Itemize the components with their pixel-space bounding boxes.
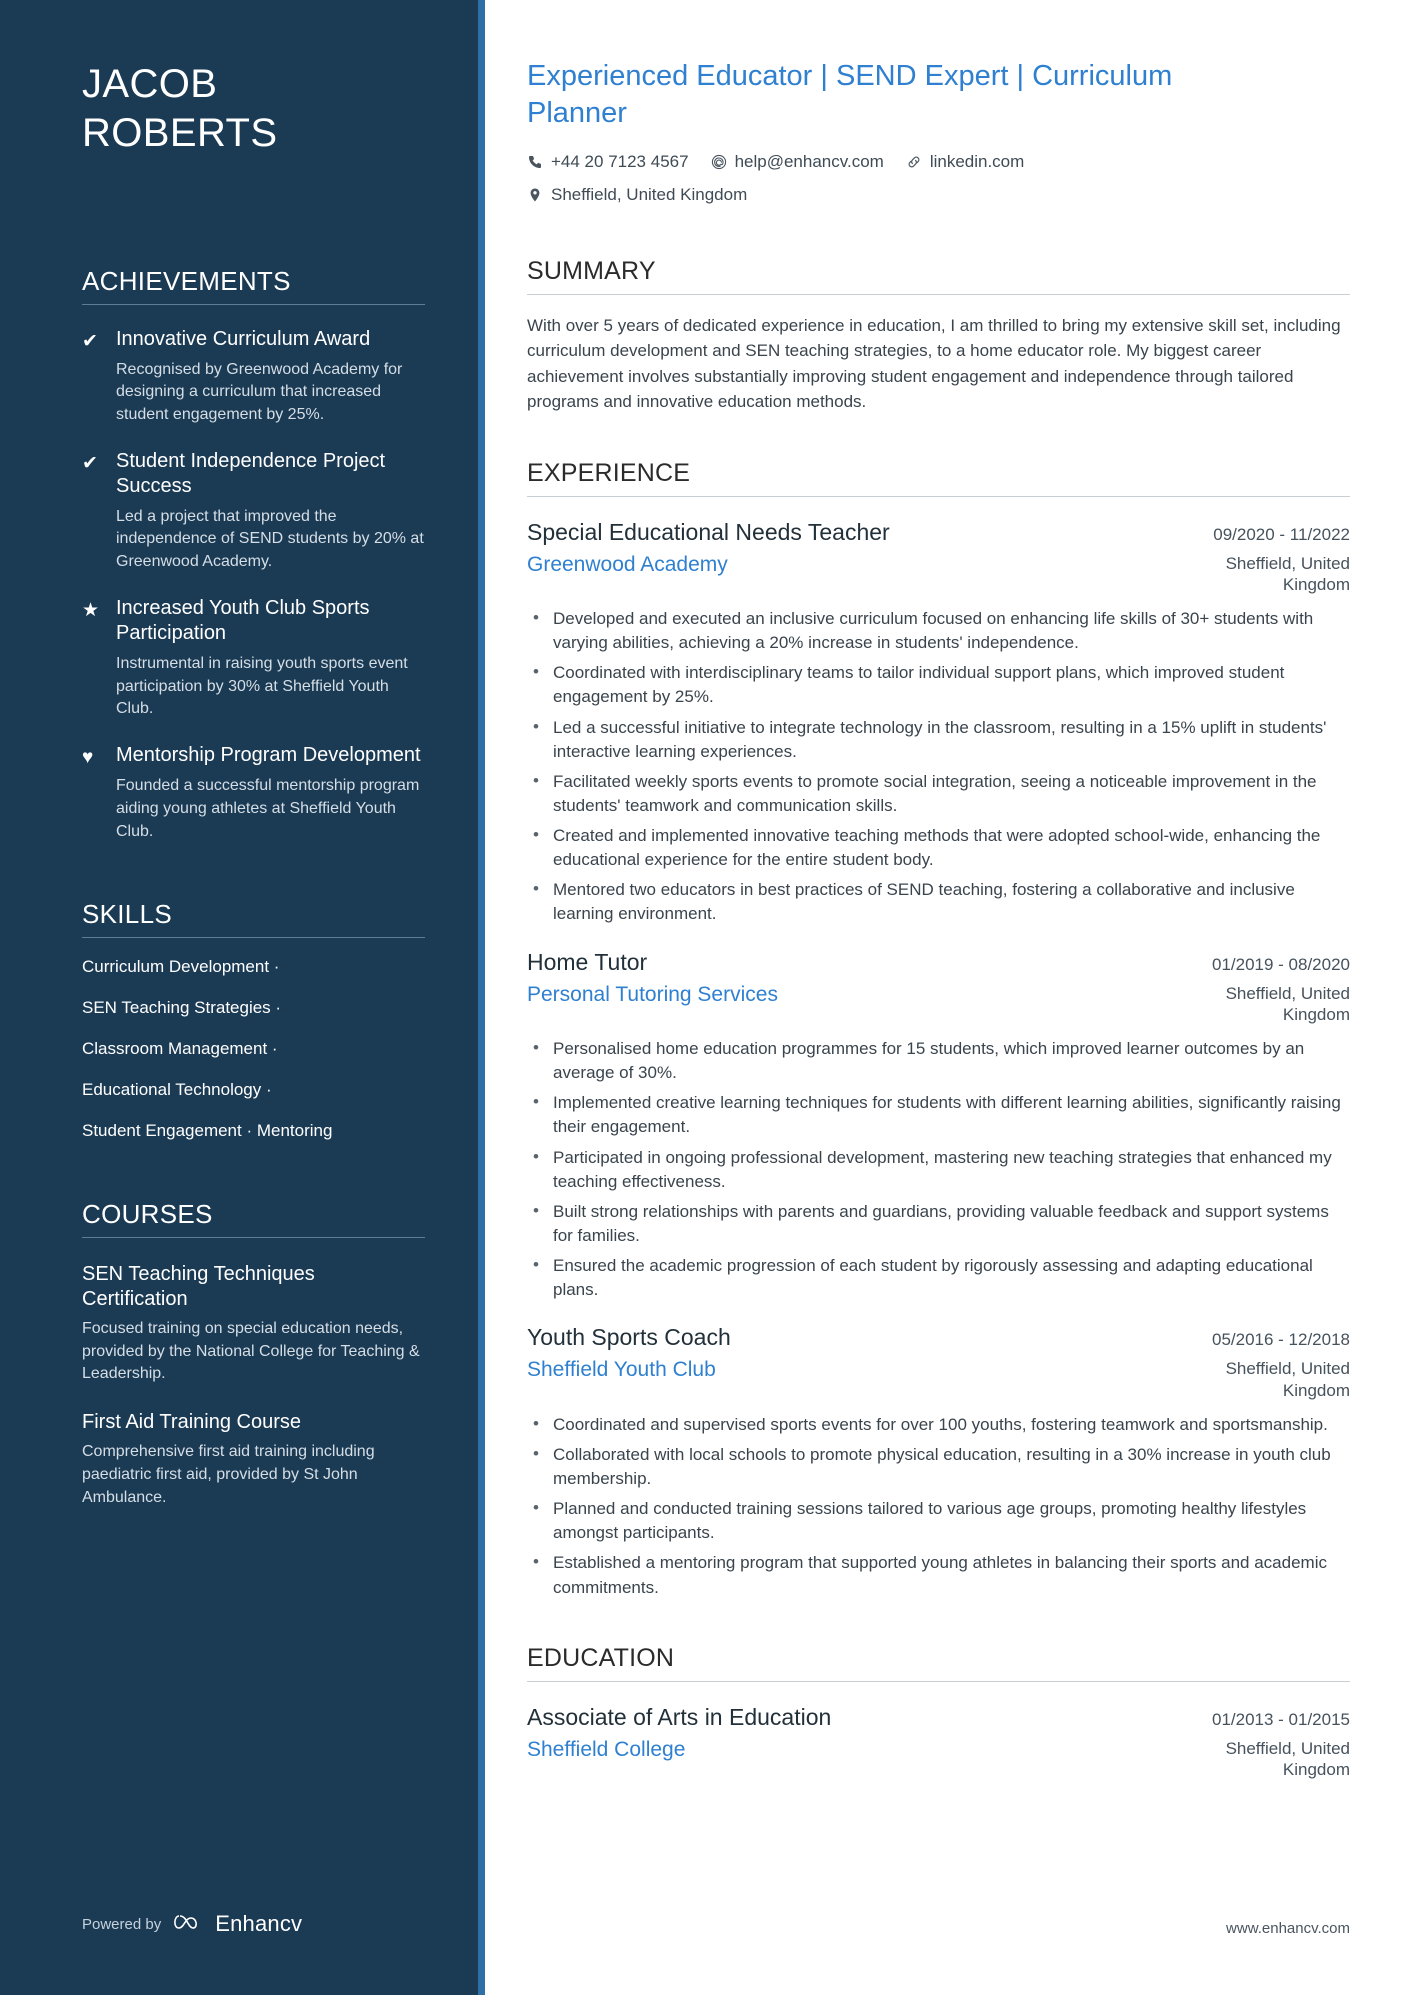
phone-icon	[527, 154, 543, 170]
experience-item	[527, 519, 1350, 927]
achievement-description: Recognised by Greenwood Academy for designing a curriculum that increased student engagement by 25%.	[116, 360, 403, 424]
summary-section	[527, 257, 1350, 415]
experience-title: EXPERIENCE	[527, 459, 1350, 497]
heart-icon: ♥	[82, 747, 94, 769]
sidebar	[0, 0, 485, 1995]
location-icon	[527, 187, 543, 203]
job-bullet: • Implemented creative learning techniques for students with different learning abilities, significantly raising their engagement.	[527, 1091, 1350, 1139]
check-icon: ✔	[82, 452, 98, 474]
job-bullet: • Personalised home education programmes for 15 students, which improved learner outcomes by an average of 30%.	[527, 1037, 1350, 1085]
candidate-last-name: ROBERTS	[82, 110, 278, 155]
summary-title: SUMMARY	[527, 257, 1350, 295]
job-bullets	[527, 1037, 1350, 1302]
email-icon	[711, 154, 727, 170]
brand-name: Enhancv	[215, 1911, 303, 1936]
job-location: Sheffield, United Kingdom	[1225, 1359, 1350, 1400]
experience-section	[527, 459, 1350, 1600]
achievement-item	[82, 449, 425, 574]
achievement-item	[82, 596, 425, 721]
contact-row	[527, 148, 1287, 208]
skill-line: Classroom Management ·	[82, 1039, 278, 1059]
experience-item	[527, 949, 1350, 1303]
job-company[interactable]: Sheffield Youth Club	[527, 1358, 716, 1382]
main-content	[485, 0, 1410, 1995]
job-location: Sheffield, United Kingdom	[1225, 553, 1350, 594]
job-bullet: • Led a successful initiative to integrate technology in the classroom, resulting in a 15% uplift in students' interactive learning experiences.	[527, 716, 1350, 764]
job-dates: 05/2016 - 12/2018	[1211, 1330, 1350, 1350]
education-title: EDUCATION	[527, 1644, 1350, 1682]
job-title: Special Educational Needs Teacher	[527, 518, 890, 545]
achievements-section	[82, 266, 425, 844]
skill-line: Curriculum Development ·	[82, 957, 280, 977]
degree-dates: 01/2013 - 01/2015	[1211, 1709, 1350, 1729]
achievement-title: Mentorship Program Development	[116, 744, 421, 767]
job-bullet: • Planned and conducted training sessions tailored to various age groups, promoting healthy lifestyles amongst participants.	[527, 1497, 1350, 1545]
skill-line: SEN Teaching Strategies ·	[82, 998, 282, 1018]
job-title: Youth Sports Coach	[527, 1324, 731, 1351]
job-company[interactable]: Greenwood Academy	[527, 552, 728, 576]
achievement-title: Innovative Curriculum Award	[116, 327, 371, 350]
job-bullet: • Mentored two educators in best practices of SEND teaching, fostering a collaborative and inclusive learning environment.	[527, 878, 1350, 926]
job-bullet: • Created and implemented innovative teaching methods that were adopted school-wide, enhancing the educational experience for the entire student body.	[527, 824, 1350, 872]
star-icon: ★	[82, 599, 100, 621]
powered-by-label: Powered by	[82, 1915, 162, 1933]
job-dates: 09/2020 - 11/2022	[1213, 524, 1350, 544]
skill-line: Student Engagement · Mentoring	[82, 1120, 333, 1140]
course-description: Comprehensive first aid training including paediatric first aid, provided by St John Ambulance.	[82, 1443, 375, 1506]
contact-location	[527, 181, 1287, 208]
course-title: First Aid Training Course	[82, 1411, 301, 1434]
achievements-title: ACHIEVEMENTS	[82, 266, 425, 305]
education-section	[527, 1644, 1350, 1781]
courses-section	[82, 1199, 425, 1509]
job-bullet: • Ensured the academic progression of each student by rigorously assessing and adapting educational plans.	[527, 1254, 1350, 1302]
job-bullet: • Coordinated and supervised sports events for over 100 youths, fostering teamwork and sportsmanship.	[527, 1413, 1350, 1437]
job-bullet: • Collaborated with local schools to promote physical education, resulting in a 30% increase in youth club membership.	[527, 1443, 1350, 1491]
job-bullet: • Coordinated with interdisciplinary teams to tailor individual support plans, which improved student engagement by 25%.	[527, 661, 1350, 709]
skills-section	[82, 899, 425, 1143]
enhancv-logo-icon	[171, 1912, 205, 1936]
powered-by-footer	[82, 1911, 302, 1937]
contact-phone	[527, 148, 689, 175]
contact-phone-text: +44 20 7123 4567	[551, 152, 689, 172]
contact-link[interactable]	[906, 148, 1025, 175]
job-bullet: • Facilitated weekly sports events to promote social integration, seeing a noticeable improvement in the students' teamwork and communication skills.	[527, 770, 1350, 818]
skills-list	[82, 956, 425, 1143]
job-location: Sheffield, United Kingdom	[1225, 983, 1350, 1024]
skills-title: SKILLS	[82, 899, 425, 938]
contact-email[interactable]	[711, 148, 884, 175]
achievement-description: Led a project that improved the independence of SEND students by 20% at Greenwood Academy.	[116, 507, 424, 571]
achievement-description: Instrumental in raising youth sports event participation by 30% at Sheffield Youth Club.	[116, 654, 408, 718]
skill-line: Educational Technology ·	[82, 1080, 272, 1100]
job-bullet: • Participated in ongoing professional development, mastering new teaching strategies that enhanced my teaching effectiveness.	[527, 1146, 1350, 1194]
headline: Experienced Educator | SEND Expert | Curriculum Planner	[527, 60, 1173, 130]
achievement-title: Student Independence Project Success	[116, 449, 386, 497]
course-description: Focused training on special education needs, provided by the National College for Teaching & Leadership.	[82, 1319, 420, 1383]
achievement-title: Increased Youth Club Sports Participation	[116, 596, 370, 644]
course-item	[82, 1262, 425, 1386]
job-bullet: • Developed and executed an inclusive curriculum focused on enhancing life skills of 30+ students with varying abilities, achieving a 20% increase in students' independence.	[527, 607, 1350, 655]
job-bullets	[527, 1413, 1350, 1600]
courses-title: COURSES	[82, 1199, 425, 1238]
education-item	[527, 1704, 1350, 1781]
contact-location-text: Sheffield, United Kingdom	[551, 185, 748, 205]
site-url[interactable]: www.enhancv.com	[1226, 1920, 1350, 1937]
job-title: Home Tutor	[527, 948, 648, 975]
course-title: SEN Teaching Techniques Certification	[82, 1262, 315, 1310]
job-dates: 01/2019 - 08/2020	[1211, 954, 1350, 974]
contact-email-text: help@enhancv.com	[734, 152, 884, 172]
candidate-name	[82, 60, 425, 158]
job-bullets	[527, 607, 1350, 927]
school-location: Sheffield, United Kingdom	[1225, 1738, 1350, 1779]
summary-text: With over 5 years of dedicated experience in education, I am thrilled to bring my extensive skill set, including curriculum development and SEN teaching strategies, to a home educator role. My biggest career achievement involves substantially improving student engagement and independence through tailored programs and innovative education methods.	[527, 315, 1341, 412]
achievement-item	[82, 327, 425, 427]
job-bullet: • Built strong relationships with parents and guardians, providing valuable feedback and support systems for families.	[527, 1200, 1350, 1248]
link-icon	[906, 154, 922, 170]
candidate-first-name: JACOB	[82, 62, 218, 106]
course-item	[82, 1410, 425, 1509]
job-company[interactable]: Personal Tutoring Services	[527, 982, 778, 1006]
achievement-item	[82, 743, 425, 843]
achievement-description: Founded a successful mentorship program aiding young athletes at Sheffield Youth Club.	[116, 777, 420, 840]
school-name[interactable]: Sheffield College	[527, 1737, 686, 1761]
degree-title: Associate of Arts in Education	[527, 1703, 832, 1730]
job-bullet: • Established a mentoring program that supported young athletes in balancing their sports and academic commitments.	[527, 1551, 1350, 1599]
contact-link-text: linkedin.com	[929, 152, 1025, 172]
check-icon: ✔	[82, 330, 98, 352]
experience-item	[527, 1324, 1350, 1599]
